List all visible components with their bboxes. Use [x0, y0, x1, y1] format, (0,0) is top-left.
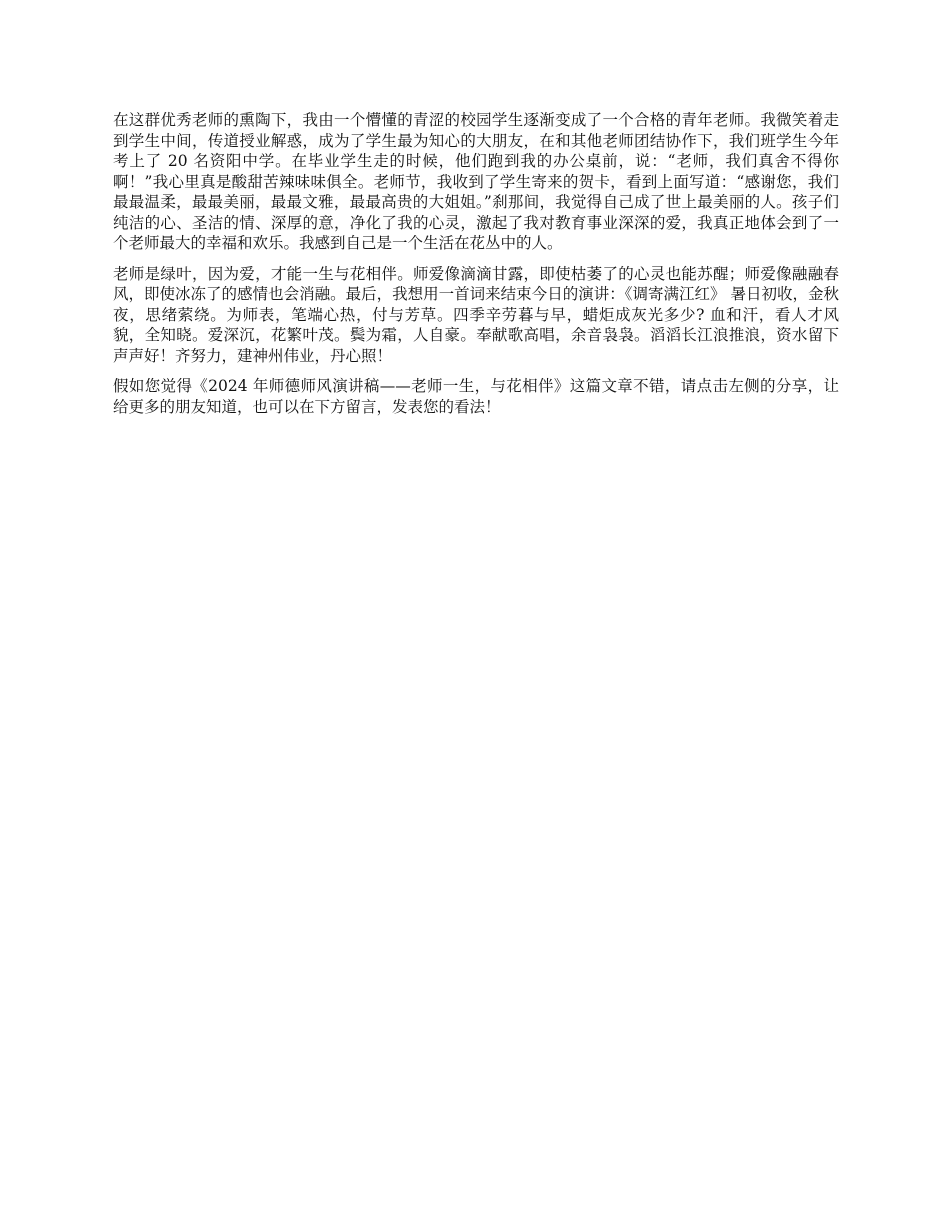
paragraph-3: 假如您觉得《2024 年师德师风演讲稿——老师一生，与花相伴》这篇文章不错，请点击左侧的分享，让给更多的朋友知道，也可以在下方留言，发表您的看法！	[113, 377, 839, 416]
document-body	[113, 110, 839, 427]
paragraph-2: 老师是绿叶，因为爱，才能一生与花相伴。师爱像滴滴甘露，即使枯萎了的心灵也能苏醒；师爱像融融春风，即使冰冻了的感情也会消融。最后，我想用一首词来结束今日的演讲：《调寄满江红》 暑日初收，金秋夜，思绪萦绕。为师表，笔端心热，付与芳草。四季辛劳暮与早，蜡炬成灰光多少? 血和汗，看人才风貌，全知晓。爱深沉，花繁叶茂。鬓为霜，人自豪。奉献歌高唱，余音袅袅。滔滔长江浪推浪，资水留下声声好！齐努力，建神州伟业，丹心照！	[113, 264, 839, 365]
paragraph-1: 在这群优秀老师的熏陶下，我由一个懵懂的青涩的校园学生逐渐变成了一个合格的青年老师。我微笑着走到学生中间，传道授业解惑，成为了学生最为知心的大朋友，在和其他老师团结协作下，我们班学生今年考上了 20 名资阳中学。在毕业学生走的时候，他们跑到我的办公桌前，说：“老师，我们真舍不得你啊！”我心里真是酸甜苦辣味味俱全。老师节，我收到了学生寄来的贺卡，看到上面写道：“感谢您，我们最最温柔，最最美丽，最最文雅，最最高贵的大姐姐。”刹那间，我觉得自己成了世上最美丽的人。孩子们纯洁的心、圣洁的情、深厚的意，净化了我的心灵，激起了我对教育事业深深的爱，我真正地体会到了一个老师最大的幸福和欢乐。我感到自己是一个生活在花丛中的人。	[113, 111, 839, 252]
